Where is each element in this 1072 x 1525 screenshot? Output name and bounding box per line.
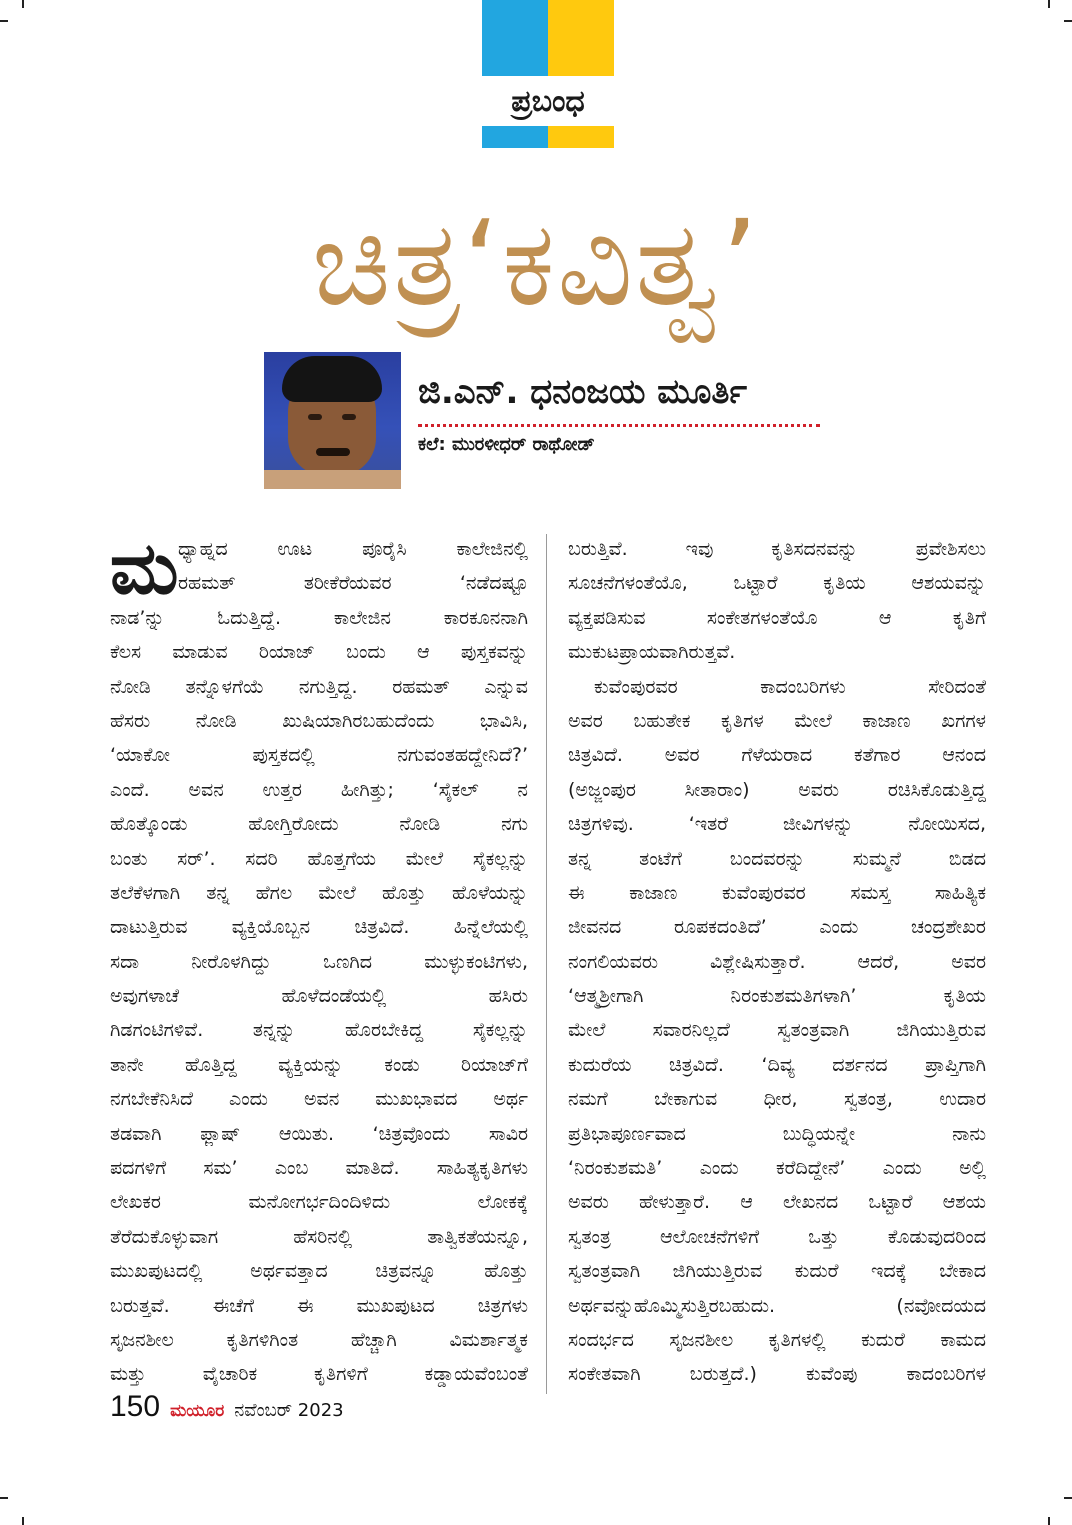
body-line: ಗಿಡಗಂಟಿಗಳಿವೆ. ತನ್ನನ್ನು ಹೊರಬೇಕಿದ್ದ ಸೈಕಲ್ಲನ್ನು bbox=[110, 1019, 528, 1042]
body-line: ನಾಡ’ನ್ನು ಓದುತ್ತಿದ್ದೆ. ಕಾಲೇಜಿನ ಕಾರಕೂನನಾಗಿ bbox=[110, 606, 528, 629]
body-line: ‘ಯಾಕೋ ಪುಸ್ತಕದಲ್ಲಿ ನಗುವಂತಹದ್ದೇನಿದೆ?’ bbox=[110, 744, 528, 767]
body-line: ಮೇಲೆ ಸವಾರನಿಲ್ಲದೆ ಸ್ವತಂತ್ರವಾಗಿ ಜಿಗಿಯುತ್ತಿರುವ bbox=[568, 1019, 986, 1042]
column-rule bbox=[546, 534, 547, 1394]
body-line: ಸಂದರ್ಭದ ಸೃಜನಶೀಲ ಕೃತಿಗಳಲ್ಲಿ ಕುದುರೆ ಕಾಮದ bbox=[568, 1328, 986, 1351]
body-line: ಪ್ರತಿಭಾಪೂರ್ಣವಾದ ಬುದ್ಧಿಯನ್ನೇ ನಾನು bbox=[568, 1122, 986, 1145]
page-footer bbox=[110, 1390, 344, 1424]
drop-cap: ಮ bbox=[110, 526, 179, 610]
body-line: ಪದಗಳಿಗೆ ಸಮ’ ಎಂಬ ಮಾತಿದೆ. ಸಾಹಿತ್ಯಕೃತಿಗಳು bbox=[110, 1157, 528, 1180]
body-line: ನಂಗಲಿಯವರು ವಿಶ್ಲೇಷಿಸುತ್ತಾರೆ. ಆದರೆ, ಅವರ bbox=[568, 950, 986, 973]
body-line: ಚಿತ್ರಗಳಿವು. ‘ಇತರೆ ಜೀವಿಗಳನ್ನು ನೋಯಿಸದ, bbox=[568, 813, 986, 836]
body-column-2 bbox=[568, 532, 986, 1392]
body-line: ಅವರ ಬಹುತೇಕ ಕೃತಿಗಳ ಮೇಲೆ ಕಾಜಾಣ ಖಗಗಳ bbox=[568, 709, 986, 732]
body-column-1 bbox=[110, 526, 528, 1392]
body-line: ತನ್ನ ತಂಟೆಗೆ ಬಂದವರನ್ನು ಸುಮ್ಮನೆ ಬಿಡದ bbox=[568, 847, 986, 870]
body-line: ಎಂದೆ. ಅವನ ಉತ್ತರ ಹೀಗಿತ್ತು; ‘ಸೈಕಲ್ ನ bbox=[110, 778, 528, 801]
body-line: ತಡವಾಗಿ ಫ್ಲಾಷ್ ಆಯಿತು. ‘ಚಿತ್ರವೊಂದು ಸಾವಿರ bbox=[110, 1122, 528, 1145]
body-line: ನಮಗೆ ಬೇಕಾಗುವ ಧೀರ, ಸ್ವತಂತ್ರ, ಉದಾರ bbox=[568, 1088, 986, 1111]
dotted-divider bbox=[418, 424, 820, 427]
body-line: ಸ್ವತಂತ್ರವಾಗಿ ಜಿಗಿಯುತ್ತಿರುವ ಕುದುರೆ ಇದಕ್ಕೆ ಬೇಕಾದ bbox=[568, 1260, 986, 1283]
section-badge bbox=[482, 0, 614, 148]
body-line: ಸ್ವತಂತ್ರ ಆಲೋಚನೆಗಳಿಗೆ ಒತ್ತು ಕೊಡುವುದರಿಂದ bbox=[568, 1225, 986, 1248]
section-label: ಪ್ರಬಂಧ bbox=[482, 76, 614, 126]
body-line: ಕುದುರೆಯ ಚಿತ್ರವಿದೆ. ‘ದಿವ್ಯ ದರ್ಶನದ ಪ್ರಾಪ್ತಿಗಾಗಿ bbox=[568, 1053, 986, 1076]
body-line: ಬರುತ್ತವೆ. ಈಚೆಗೆ ಈ ಮುಖಪುಟದ ಚಿತ್ರಗಳು bbox=[110, 1294, 528, 1317]
body-line: ಲೇಖಕರ ಮನೋಗರ್ಭದಿಂದಿಳಿದು ಲೋಕಕ್ಕೆ bbox=[110, 1191, 528, 1214]
body-line: ದಾಟುತ್ತಿರುವ ವ್ಯಕ್ತಿಯೊಬ್ಬನ ಚಿತ್ರವಿದೆ. ಹಿನ್ನೆಲೆಯಲ್ಲಿ bbox=[110, 916, 528, 939]
body-line: ಅವುಗಳಾಚೆ ಹೊಳೆದಂಡೆಯಲ್ಲಿ ಹಸಿರು bbox=[110, 985, 528, 1008]
body-line: ‘ಆತ್ಮಶ್ರೀಗಾಗಿ ನಿರಂಕುಶಮತಿಗಳಾಗಿ’ ಕೃತಿಯ bbox=[568, 985, 986, 1008]
body-line: ಸೃಜನಶೀಲ ಕೃತಿಗಳಿಗಿಂತ ಹೆಚ್ಚಾಗಿ ವಿಮರ್ಶಾತ್ಮಕ bbox=[110, 1328, 528, 1351]
body-line: ಮತ್ತು ವೈಚಾರಿಕ ಕೃತಿಗಳಿಗೆ ಕಡ್ಡಾಯವೆಂಬಂತೆ bbox=[110, 1363, 528, 1386]
crop-mark bbox=[0, 1497, 8, 1499]
issue-date: ನವೆಂಬರ್ 2023 bbox=[234, 1400, 344, 1421]
magazine-logo: ಮಯೂರ bbox=[170, 1401, 225, 1421]
body-line: ತಾನೇ ಹೊತ್ತಿದ್ದ ವ್ಯಕ್ತಿಯನ್ನು ಕಂಡು ರಿಯಾಜ್‌ಗೆ bbox=[110, 1053, 528, 1076]
body-line: ನಗಬೇಕೆನಿಸಿದೆ ಎಂದು ಅವನ ಮುಖಭಾವದ ಅರ್ಥ bbox=[110, 1088, 528, 1111]
crop-mark bbox=[22, 0, 24, 8]
crop-mark bbox=[1064, 20, 1072, 22]
body-line: ಸಂಕೇತವಾಗಿ ಬರುತ್ತದೆ.) ಕುವೆಂಪು ಕಾದಂಬರಿಗಳ bbox=[568, 1363, 986, 1386]
body-line: ಬಂತು ಸರ್’. ಸದರಿ ಹೊತ್ತಗೆಯ ಮೇಲೆ ಸೈಕಲ್ಲನ್ನು bbox=[110, 847, 528, 870]
body-line: ಸದಾ ನೀರೊಳಗಿದ್ದು ಒಣಗಿದ ಮುಳ್ಳುಕಂಟಿಗಳು, bbox=[110, 950, 528, 973]
crop-mark bbox=[0, 20, 8, 22]
page-number: 150 bbox=[110, 1390, 161, 1423]
body-line: ಬರುತ್ತಿವೆ. ಇವು ಕೃತಿಸದನವನ್ನು ಪ್ರವೇಶಿಸಲು bbox=[568, 538, 986, 560]
body-line: ‘ನಿರಂಕುಶಮತಿ’ ಎಂದು ಕರೆದಿದ್ದೇನೆ’ ಎಂದು ಅಲ್ಲಿ bbox=[568, 1157, 986, 1180]
body-line: ಮುಕುಟಪ್ರಾಯವಾಗಿರುತ್ತವೆ. bbox=[568, 641, 736, 664]
crop-mark bbox=[22, 1517, 24, 1525]
body-line: ಕೆಲಸ ಮಾಡುವ ರಿಯಾಜ್ ಬಂದು ಆ ಪುಸ್ತಕವನ್ನು bbox=[110, 641, 528, 664]
body-line: ರಹಮತ್ ತರೀಕೆರೆಯವರ ‘ನಡೆದಷ್ಟೂ bbox=[178, 572, 528, 595]
body-line: ನೋಡಿ ತನ್ನೊಳಗೆಯೆ ನಗುತ್ತಿದ್ದ. ರಹಮತ್ ಎನ್ನುವ bbox=[110, 675, 528, 698]
body-line: (ಅಜ್ಜಂಪುರ ಸೀತಾರಾಂ) ಅವರು ರಚಿಸಿಕೊಡುತ್ತಿದ್ದ bbox=[568, 778, 986, 801]
article-title: ಚಿತ್ರ‘ಕವಿತ್ವ’ bbox=[311, 194, 761, 332]
body-line: ಹೆಸರು ನೋಡಿ ಖುಷಿಯಾಗಿರಬಹುದೆಂದು ಭಾವಿಸಿ, bbox=[110, 709, 528, 732]
crop-mark bbox=[1064, 1497, 1072, 1499]
body-line: ಅರ್ಥವನ್ನುಹೊಮ್ಮಿಸುತ್ತಿರಬಹುದು. (ನವೋದಯದ bbox=[568, 1294, 986, 1317]
body-line: ಕುವೆಂಪುರವರ ಕಾದಂಬರಿಗಳು ಸೇರಿದಂತೆ bbox=[594, 675, 986, 698]
body-line: ಮುಖಪುಟದಲ್ಲಿ ಅರ್ಥವತ್ತಾದ ಚಿತ್ರವನ್ನೂ ಹೊತ್ತು bbox=[110, 1260, 528, 1283]
author-photo bbox=[264, 352, 401, 489]
body-line: ಅವರು ಹೇಳುತ್ತಾರೆ. ಆ ಲೇಖನದ ಒಟ್ಟಾರೆ ಆಶಯ bbox=[568, 1191, 986, 1214]
body-line: ಧ್ಯಾಹ್ನದ ಊಟ ಪೂರೈಸಿ ಕಾಲೇಜಿನಲ್ಲಿ bbox=[178, 538, 528, 560]
body-line: ಸೂಚನೆಗಳಂತೆಯೊ, ಒಟ್ಟಾರೆ ಕೃತಿಯ ಆಶಯವನ್ನು bbox=[568, 572, 986, 595]
author-name: ಜಿ.ಎನ್‌. ಧನಂಜಯ ಮೂರ್ತಿ bbox=[418, 372, 747, 412]
body-line: ತೆರೆದುಕೊಳ್ಳುವಾಗ ಹೆಸರಿನಲ್ಲಿ ತಾತ್ವಿಕತೆಯನ್ನೂ, bbox=[110, 1225, 528, 1248]
body-line: ವ್ಯಕ್ತಪಡಿಸುವ ಸಂಕೇತಗಳಂತೆಯೊ ಆ ಕೃತಿಗೆ bbox=[568, 606, 986, 629]
body-line: ಹೊತ್ಕೊಂಡು ಹೋಗ್ತಿರೋದು ನೋಡಿ ನಗು bbox=[110, 813, 528, 836]
body-line: ಈ ಕಾಜಾಣ ಕುವೆಂಪುರವರ ಸಮಸ್ತ ಸಾಹಿತ್ಯಿಕ bbox=[568, 881, 986, 904]
body-line: ಜೀವನದ ರೂಪಕದಂತಿದೆ’ ಎಂದು ಚಂದ್ರಶೇಖರ bbox=[568, 916, 986, 939]
artist-credit: ಕಲೆ: ಮುರಳೀಧರ್ ರಾಥೋಡ್ bbox=[418, 434, 595, 455]
crop-mark bbox=[1048, 1517, 1050, 1525]
crop-mark bbox=[1048, 0, 1050, 8]
body-line: ತಲೆಕೆಳಗಾಗಿ ತನ್ನ ಹೆಗಲ ಮೇಲೆ ಹೊತ್ತು ಹೊಳೆಯನ್ನು bbox=[110, 881, 528, 904]
body-line: ಚಿತ್ರವಿದೆ. ಅವರ ಗೆಳೆಯರಾದ ಕತೆಗಾರ ಆನಂದ bbox=[568, 744, 986, 767]
